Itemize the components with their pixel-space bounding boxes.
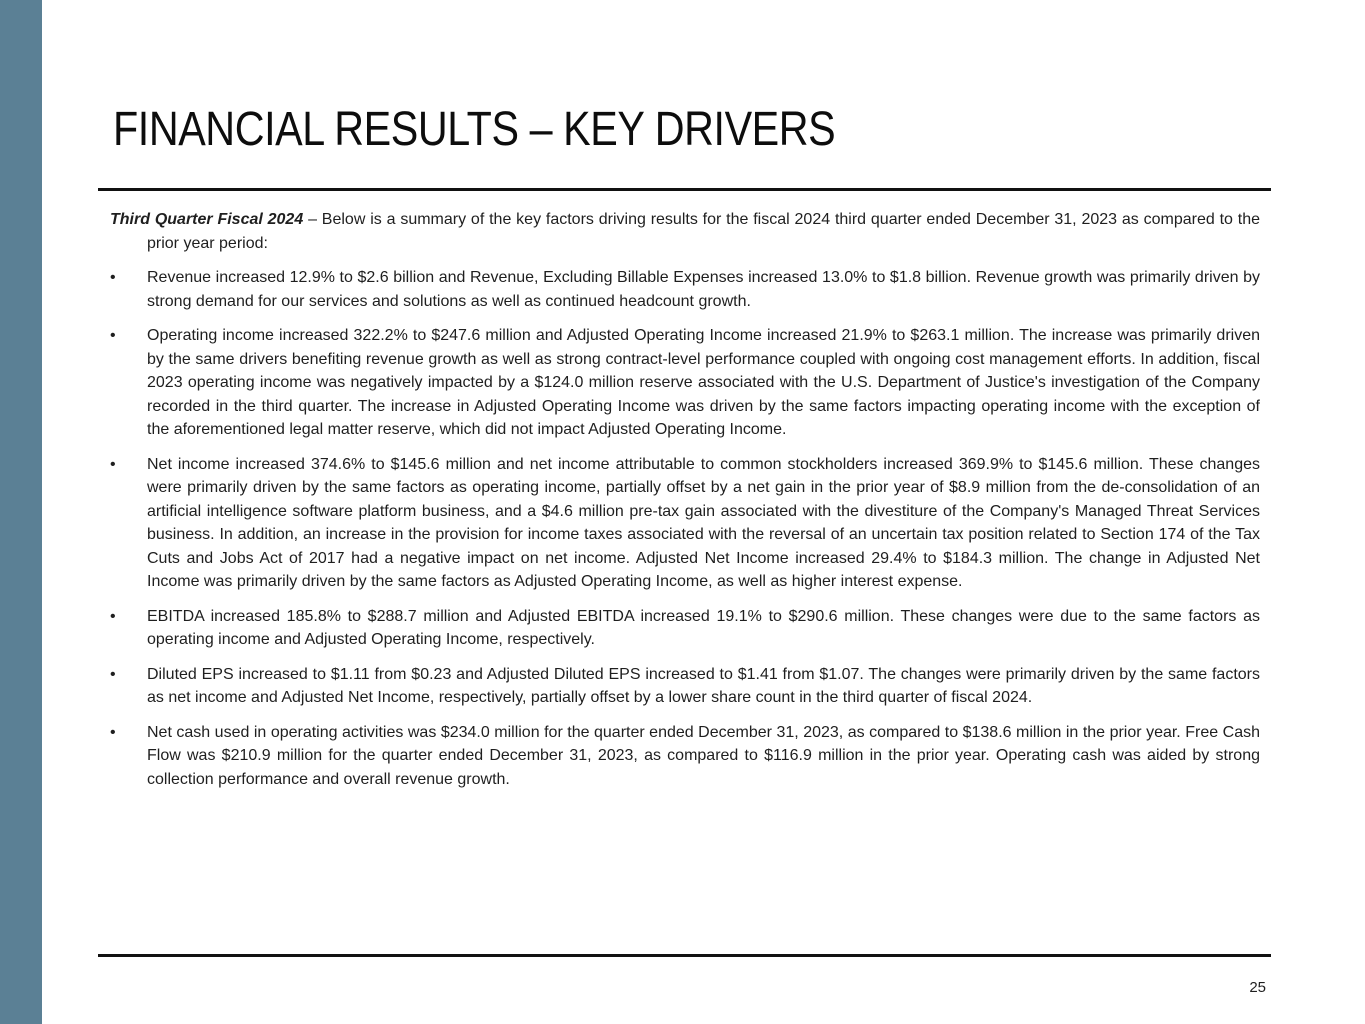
bullet-icon: •: [110, 327, 116, 344]
list-item-operating-income: [110, 324, 1260, 442]
bullet-text: Net cash used in operating activities was $234.0 million for the quarter ended December 31, 2023, as compared to $138.6 million in the prior year. Free Cash Flow was $210.9 million for the quarter ended December 31, 2023, as compared to $116.9 million in the prior year. Operating cash was aided by strong collection performance and overall revenue growth.: [147, 723, 1260, 788]
bullet-icon: •: [110, 665, 116, 683]
bullet-text: Net income increased 374.6% to $145.6 million and net income attributable to common stockholders increased 369.9% to $145.6 million. These changes were primarily driven by the same factors as operating income, partially offset by a net gain in the prior year of $8.9 million from the de-consolidation of an artificial intelligence software platform business, and a $4.6 million pre-tax gain associated with the divestiture of the Company's Managed Threat Services business. In addition, an increase in the provision for income taxes associated with the reversal of an uncertain tax position related to Section 174 of the Tax Cuts and Jobs Act of 2017 had a negative impact on net income. Adjusted Net Income increased 29.4% to $184.3 million. The change in Adjusted Net Income was primarily driven by the same factors as Adjusted Operating Income, as well as higher interest expense.: [147, 455, 1260, 590]
list-item-cash-flow: [110, 721, 1260, 792]
bullet-text: EBITDA increased 185.8% to $288.7 million and Adjusted EBITDA increased 19.1% to $290.6 million. These changes were due to the same factors as operating income and Adjusted Operating Income, respectively.: [147, 607, 1260, 648]
list-item-net-income: [110, 453, 1260, 594]
bullet-text: Operating income increased 322.2% to $247.6 million and Adjusted Operating Income increased 21.9% to $263.1 million. The increase was primarily driven by the same drivers benefiting revenue growth as well as strong contract-level performance coupled with ongoing cost management efforts. In addition, fiscal 2023 operating income was negatively impacted by a $124.0 million reserve associated with the U.S. Department of Justice's investigation of the Company recorded in the third quarter. The increase in Adjusted Operating Income was driven by the same factors impacting operating income with the exception of the aforementioned legal matter reserve, which did not impact Adjusted Operating Income.: [147, 327, 1260, 438]
list-item-ebitda: [110, 605, 1260, 652]
bullet-icon: •: [110, 455, 116, 473]
bullet-icon: •: [110, 607, 116, 625]
intro-paragraph: [110, 208, 1260, 255]
slide-content: [110, 208, 1260, 802]
intro-text: – Below is a summary of the key factors driving results for the fiscal 2024 third quarter ended December 31, 2023 as compared to the prior year period:: [147, 211, 1260, 252]
key-drivers-list: [110, 266, 1260, 791]
list-item-revenue: [110, 266, 1260, 313]
page-number: 25: [1249, 979, 1266, 996]
slide-title: FINANCIAL RESULTS – KEY DRIVERS: [113, 103, 836, 156]
bullet-icon: •: [110, 269, 116, 286]
bullet-text: Revenue increased 12.9% to $2.6 billion and Revenue, Excluding Billable Expenses increased 13.0% to $1.8 billion. Revenue growth was primarily driven by strong demand for our services and solutions as well as continued headcount growth.: [147, 269, 1260, 310]
bullet-text: Diluted EPS increased to $1.11 from $0.23 and Adjusted Diluted EPS increased to $1.41 from $1.07. The changes were primarily driven by the same factors as net income and Adjusted Net Income, respectively, partially offset by a lower share count in the third quarter of fiscal 2024.: [147, 665, 1260, 706]
intro-lead: Third Quarter Fiscal 2024: [110, 211, 304, 228]
side-accent-bar: [0, 0, 42, 1024]
title-divider: [98, 188, 1271, 191]
list-item-diluted-eps: [110, 663, 1260, 710]
bullet-icon: •: [110, 723, 116, 741]
footer-divider: [98, 954, 1271, 957]
